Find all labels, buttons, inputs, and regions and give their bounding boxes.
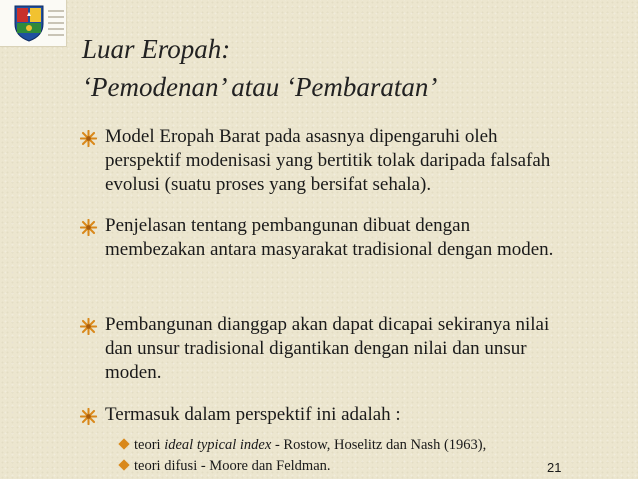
bullet-item-2	[80, 214, 560, 262]
starburst-bullet-icon	[80, 318, 97, 335]
bullet-item-4	[80, 403, 560, 427]
bullet-text: Termasuk dalam perspektif ini adalah :	[105, 404, 401, 425]
bullet-text: Model Eropah Barat pada asasnya dipengaruhi oleh perspektif modenisasi yang bertitik tolak daripada falsafah evolusi (suatu proses yang bersifat sehala).	[105, 126, 551, 195]
sub-bullet-italic: ideal typical index	[164, 437, 272, 453]
slide-title	[82, 30, 437, 106]
bullet-text: Pembangunan dianggap akan dapat dicapai sekiranya nilai dan unsur tradisional digantikan dengan nilai dan unsur moden.	[105, 314, 550, 383]
title-line-1: Luar Eropah:	[82, 34, 231, 64]
sub-bullet-prefix: teori difusi - Moore dan Feldman.	[134, 458, 331, 474]
sub-bullet-item-2	[120, 456, 331, 476]
diamond-bullet-icon	[118, 459, 129, 470]
bullet-item-1	[80, 125, 560, 197]
university-logo	[0, 0, 67, 47]
sub-bullet-suffix: - Rostow, Hoselitz dan Nash (1963),	[271, 437, 487, 453]
page-number: 21	[547, 460, 562, 475]
starburst-bullet-icon	[80, 219, 97, 236]
diamond-bullet-icon	[118, 438, 129, 449]
sub-bullet-prefix: teori	[134, 437, 165, 453]
bullet-text: Penjelasan tentang pembangunan dibuat dengan membezakan antara masyarakat tradisional dengan moden.	[105, 215, 554, 260]
starburst-bullet-icon	[80, 130, 97, 147]
title-line-2: ‘Pemodenan’ atau ‘Pembaratan’	[82, 72, 438, 102]
university-crest-icon	[13, 4, 45, 42]
bullet-item-3	[80, 313, 560, 385]
starburst-bullet-icon	[80, 408, 97, 425]
sub-bullet-item-1	[120, 435, 486, 455]
logo-wordmark	[48, 10, 64, 40]
